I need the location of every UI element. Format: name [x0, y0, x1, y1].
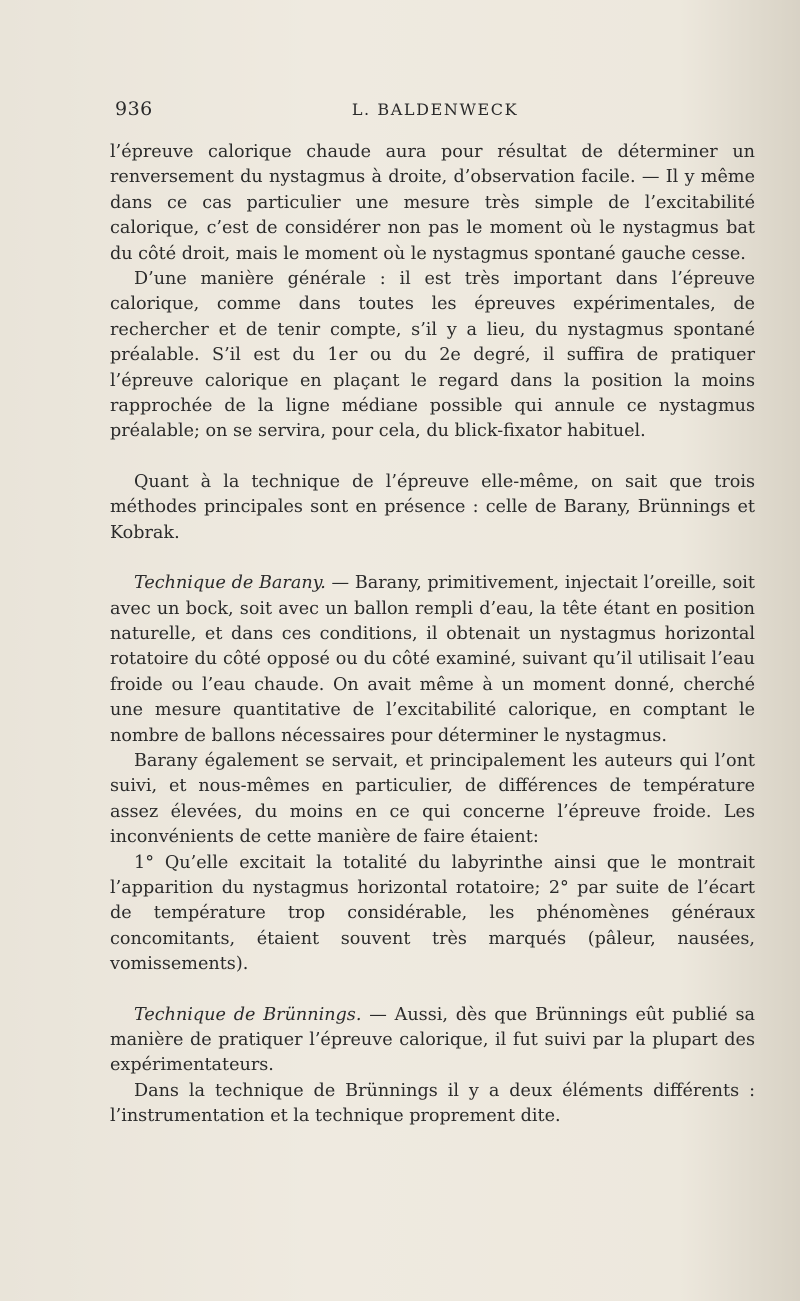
paragraph-three-methods: Quant à la technique de l’épreuve elle-même, on sait que trois méthodes principales sont en présence : celle de Barany, Brünnings et Kobrak.	[110, 471, 755, 543]
page-header	[115, 98, 755, 128]
paragraph-general-manner: D’une manière générale : il est très important dans l’épreuve calorique, comme dans toutes les épreuves expérimentales, de rechercher et de tenir compte, s’il y a lieu, du nystagmus spontané préalable. S’il est du 1er ou du 2e degré, il suffira de pratiquer l’épreuve calorique en plaçant le regard dans la position la moins rapprochée de la ligne médiane possible qui annule ce nystagmus préalable; on se servira, pour cela, du blick-fixator habituel.	[110, 269, 755, 442]
paragraph-barany-technique	[110, 571, 755, 749]
paragraph-two-elements: Dans la technique de Brünnings il y a deux éléments différents : l’instrumentation et la technique proprement dite.	[110, 1080, 755, 1127]
page-number: 936	[115, 98, 153, 120]
body-text	[110, 140, 755, 1130]
paragraph-brunnings-technique	[110, 1003, 755, 1079]
section-title-brunnings: Technique de Brünnings.	[134, 1004, 362, 1025]
paragraph-continuation: l’épreuve calorique chaude aura pour résultat de déterminer un renversement du nystagmus à droite, d’observation facile. — Il y même dans ce cas particulier une mesure très simple de l’excitabilité calorique, c’est de considérer non pas le moment où le nystagmus bat du côté droit, mais le moment où le nystagmus spontané gauche cesse.	[110, 142, 755, 264]
running-head: L. BALDENWECK	[351, 100, 519, 119]
barany-text: — Barany, primitivement, injectait l’oreille, soit avec un bock, soit avec un ballon rempli d’eau, la tête étant en position naturelle, et dans ces conditions, il obtenait un nystagmus horizontal rotatoire du côté opposé ou du côté examiné, suivant qu’il utilisait l’eau froide ou l’eau chaude. On avait même à un moment donné, cherché une mesure quantitative de l’excitabilité calorique, en comptant le nombre de ballons nécessaires pour déterminer le nystagmus.	[110, 573, 755, 746]
paragraph-drawbacks: 1° Qu’elle excitait la totalité du labyrinthe ainsi que le montrait l’apparition du nystagmus horizontal rotatoire; 2° par suite de l’écart de température trop considérable, les phénomènes généraux concomitants, étaient souvent très marqués (pâleur, nausées, vomissements).	[110, 852, 755, 975]
brunnings-text: — Aussi, dès que Brünnings eût publié sa manière de pratiquer l’épreuve calorique, il fut suivi par la plupart des expérimentateurs.	[110, 1004, 756, 1076]
section-title-barany: Technique de Barany.	[134, 573, 326, 594]
paragraph-temperature-differences: Barany également se servait, et principalement les auteurs qui l’ont suivi, et nous-mêmes en particulier, de différences de température assez élevées, du moins en ce qui concerne l’épreuve froide. Les inconvénients de cette manière de faire étaient:	[110, 750, 755, 848]
